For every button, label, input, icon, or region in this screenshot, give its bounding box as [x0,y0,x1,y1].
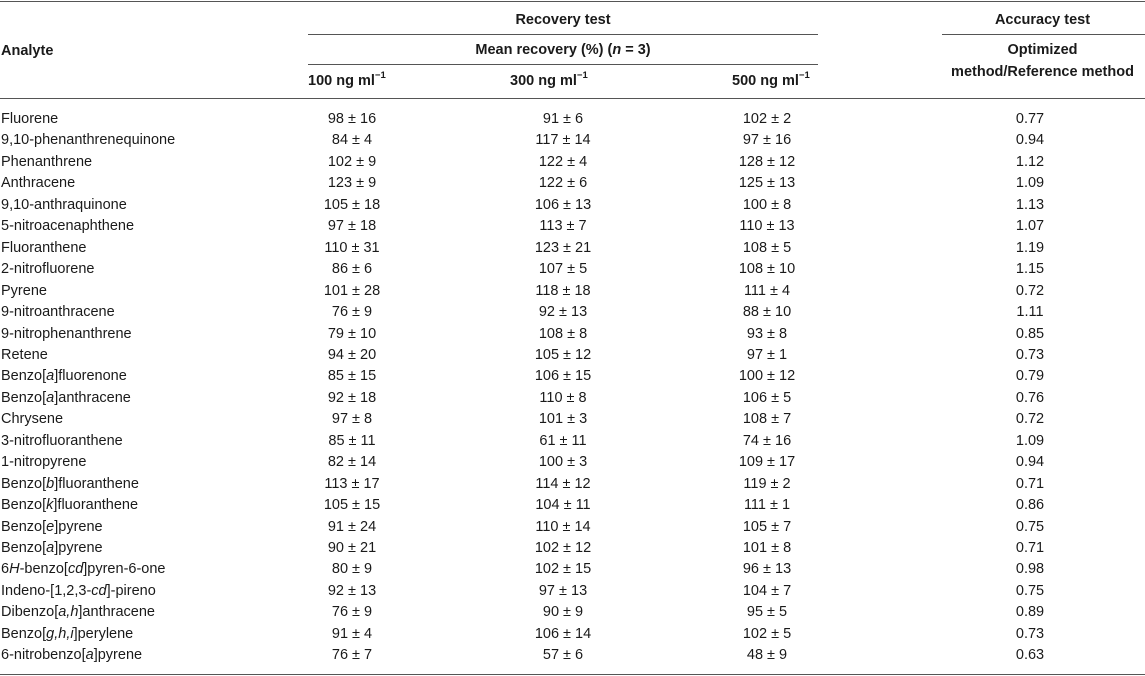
analyte-text-part: -benzo[ [19,561,68,578]
recovery-500-cell: 105 ± 7 [742,518,792,535]
recovery-100-cell: 110 ± 31 [324,239,380,256]
accuracy-test-rule [942,34,1145,35]
accuracy-ratio-cell: 0.72 [1015,282,1045,299]
accuracy-ratio-cell: 1.15 [1015,261,1045,278]
analyte-text-part: ]pyrene [54,518,103,535]
table-row [0,281,1145,302]
analyte-text-part: ]anthracene [78,604,155,621]
analyte-italic-part: b [46,475,55,492]
recovery-300-cell: 100 ± 3 [538,454,588,471]
analyte-text-part: ]perylene [73,625,134,642]
recovery-100-cell: 90 ± 21 [327,540,377,556]
top-rule [0,1,1145,2]
header-analyte: Analyte [1,43,54,59]
recovery-100-cell: 79 ± 10 [327,325,377,342]
analyte-text-part: Benzo[ [1,368,47,385]
analyte-text-part: Benzo[ [1,497,47,514]
table-row [0,645,1145,666]
recovery-300-cell: 108 ± 8 [538,325,588,342]
analyte-cell [1,281,47,302]
table-row [0,195,1145,216]
accuracy-ratio-cell: 1.13 [1015,196,1045,213]
header-col-500 [732,72,810,90]
analyte-cell [1,559,165,580]
accuracy-ratio-cell: 0.77 [1015,111,1045,127]
recovery-100-cell: 98 ± 16 [327,111,377,127]
recovery-300-cell: 118 ± 18 [535,282,591,299]
accuracy-ratio-cell: 0.72 [1015,411,1045,428]
recovery-500-cell: 97 ± 1 [746,346,788,363]
accuracy-ratio-cell: 0.98 [1015,561,1045,578]
header-bottom-rule [0,98,1145,99]
table-row [0,324,1145,345]
recovery-100-cell: 105 ± 18 [323,196,381,213]
recovery-500-cell: 48 ± 9 [746,647,788,664]
mean-recovery-n: n [612,42,622,58]
recovery-500-cell: 102 ± 2 [742,111,792,127]
recovery-300-cell: 57 ± 6 [542,647,584,664]
analyte-text-part: Benzo[ [1,518,47,535]
recovery-300-cell: 122 ± 4 [538,153,588,170]
recovery-300-cell: 90 ± 9 [542,604,584,621]
recovery-300-cell: 110 ± 8 [539,389,587,406]
recovery-500-cell: 101 ± 8 [742,540,792,556]
analyte-italic-part: cd [91,582,107,599]
recovery-100-cell: 94 ± 20 [327,346,377,363]
table-row [0,152,1145,173]
recovery-500-cell: 96 ± 13 [742,561,792,578]
analyte-cell [1,195,127,216]
recovery-300-cell: 102 ± 15 [534,561,592,578]
recovery-300-cell: 97 ± 13 [538,582,588,599]
recovery-100-cell: 92 ± 13 [327,582,377,599]
table-row [0,602,1145,623]
analyte-text-part: 2-nitrofluorene [1,261,95,278]
recovery-300-cell: 106 ± 14 [534,625,592,642]
analyte-text-part: Indeno-[1,2,3- [1,582,92,599]
analyte-text-part: 1-nitropyrene [1,454,87,471]
analyte-cell [1,152,92,173]
mean-recovery-label: Mean recovery (%) ( [475,42,613,58]
analyte-cell [1,452,86,473]
recovery-100-cell: 76 ± 9 [331,304,373,321]
analyte-cell [1,324,132,345]
table-row [0,474,1145,495]
accuracy-ratio-cell: 1.19 [1015,239,1045,256]
recovery-100-cell: 105 ± 15 [323,497,381,514]
analyte-italic-part: k [46,497,54,514]
analyte-text-part: ]pyrene [93,647,143,664]
analyte-italic-part: e [46,518,55,535]
recovery-100-cell: 80 ± 9 [331,561,373,578]
table-row [0,388,1145,409]
accuracy-ratio-cell: 1.12 [1015,153,1045,170]
analyte-text-part: ]fluoranthene [53,497,139,514]
analyte-italic-part: a,h [58,604,79,621]
recovery-100-cell: 76 ± 7 [331,647,373,664]
table-row [0,216,1145,237]
header-accuracy-test: Accuracy test [994,12,1091,28]
col-500-label: 500 ng ml [732,73,799,89]
table-row [0,431,1145,452]
recovery-300-cell: 113 ± 7 [539,218,587,235]
analyte-italic-part: a [46,389,55,406]
header-col-100 [308,72,386,90]
recovery-500-cell: 125 ± 13 [738,175,796,192]
accuracy-ratio-cell: 0.63 [1015,647,1045,664]
header-mean-recovery [308,41,818,59]
analyte-cell [1,409,63,430]
recovery-500-cell: 100 ± 8 [742,196,792,213]
table-row [0,581,1145,602]
analyte-italic-part: a [46,540,55,556]
accuracy-ratio-cell: 0.89 [1015,604,1045,621]
recovery-300-cell: 107 ± 5 [538,261,588,278]
recovery-300-cell: 106 ± 13 [534,196,592,213]
table-row [0,238,1145,259]
recovery-500-cell: 109 ± 17 [738,454,796,471]
table-row [0,517,1145,538]
analyte-cell [1,538,103,559]
accuracy-ratio-cell: 0.73 [1015,346,1045,363]
analyte-text-part: Fluoranthene [1,239,87,256]
col-300-label: 300 ng ml [510,73,577,89]
recovery-500-cell: 108 ± 5 [742,239,792,256]
accuracy-ratio-cell: 0.94 [1015,132,1045,149]
analyte-text-part: Pyrene [1,282,47,299]
recovery-100-cell: 97 ± 18 [327,218,377,235]
analyte-text-part: ]fluorenone [54,368,127,385]
recovery-100-cell: 101 ± 28 [323,282,381,299]
recovery-300-cell: 122 ± 6 [538,175,588,192]
table-row [0,366,1145,387]
recovery-500-cell: 108 ± 10 [738,261,796,278]
recovery-100-cell: 92 ± 18 [327,389,377,406]
recovery-300-cell: 92 ± 13 [538,304,588,321]
analyte-italic-part: a [46,368,55,385]
recovery-300-cell: 104 ± 11 [535,497,591,514]
accuracy-ratio-cell: 0.75 [1015,518,1045,535]
analyte-text-part: ]-pireno [106,582,156,599]
analyte-cell [1,216,134,237]
recovery-100-cell: 113 ± 17 [324,475,380,492]
recovery-500-cell: 111 ± 4 [743,282,791,299]
analyte-text-part: 6 [1,561,10,578]
recovery-500-cell: 74 ± 16 [742,432,792,449]
col-100-label: 100 ng ml [308,73,375,89]
analyte-cell [1,581,156,602]
analyte-text-part: ]pyrene [54,540,103,556]
accuracy-ratio-cell: 1.11 [1016,304,1044,321]
table-row [0,130,1145,151]
analyte-text-part: 5-nitroacenaphthene [1,218,135,235]
recovery-300-cell: 117 ± 14 [535,132,591,149]
accuracy-ratio-cell: 1.07 [1015,218,1045,235]
table-row [0,624,1145,645]
analyte-text-part: Benzo[ [1,475,47,492]
recovery-500-cell: 111 ± 1 [743,497,791,514]
recovery-100-cell: 91 ± 4 [331,625,373,642]
analyte-cell [1,495,138,516]
accuracy-ratio-cell: 0.75 [1015,582,1045,599]
analyte-text-part: Fluorene [1,111,59,127]
analyte-cell [1,109,58,130]
analyte-text-part: 9-nitroanthracene [1,304,115,321]
analyte-text-part: Phenanthrene [1,153,93,170]
recovery-500-cell: 104 ± 7 [742,582,792,599]
analyte-text-part: Benzo[ [1,625,47,642]
col-500-unit-exponent: −1 [798,70,810,82]
analyte-cell [1,645,142,666]
table-row [0,109,1145,130]
header-recovery-test: Recovery test [515,12,611,28]
mean-recovery-rule [308,64,818,65]
table-row [0,302,1145,323]
recovery-300-cell: 61 ± 11 [539,432,587,449]
recovery-500-cell: 128 ± 12 [738,153,796,170]
table-row [0,495,1145,516]
recovery-100-cell: 85 ± 15 [327,368,377,385]
recovery-300-cell: 101 ± 3 [538,411,588,428]
analyte-cell [1,602,155,623]
recovery-300-cell: 114 ± 12 [535,475,591,492]
table-row [0,452,1145,473]
analyte-cell [1,474,139,495]
recovery-500-cell: 110 ± 13 [739,218,795,235]
recovery-100-cell: 91 ± 24 [327,518,377,535]
accuracy-ratio-cell: 0.73 [1015,625,1045,642]
analyte-italic-part: a [85,647,94,664]
recovery-300-cell: 102 ± 12 [534,540,592,556]
accuracy-ratio-cell: 0.71 [1015,475,1045,492]
analyte-cell [1,259,95,280]
recovery-100-cell: 102 ± 9 [327,153,377,170]
header-optimized-2: method/Reference method [951,64,1134,80]
recovery-100-cell: 86 ± 6 [331,261,373,278]
recovery-test-rule [308,34,818,35]
recovery-500-cell: 88 ± 10 [742,304,792,321]
analyte-text-part: Chrysene [1,411,64,428]
header-optimized-1: Optimized [1007,42,1078,58]
accuracy-ratio-cell: 0.76 [1015,389,1045,406]
analyte-text-part: ]fluoranthene [54,475,139,492]
analyte-cell [1,517,103,538]
accuracy-ratio-cell: 0.85 [1015,325,1045,342]
col-100-unit-exponent: −1 [374,70,386,82]
recovery-100-cell: 97 ± 8 [331,411,373,428]
accuracy-ratio-cell: 1.09 [1015,175,1045,192]
analyte-cell [1,130,175,151]
recovery-500-cell: 97 ± 16 [742,132,792,149]
recovery-100-cell: 123 ± 9 [327,175,377,192]
mean-recovery-n-value: = 3) [621,42,651,58]
col-300-unit-exponent: −1 [576,70,588,82]
analyte-italic-part: H [9,561,20,578]
analyte-text-part: Retene [1,346,48,363]
accuracy-ratio-cell: 0.86 [1015,497,1045,514]
analyte-cell [1,366,127,387]
analyte-cell [1,431,123,452]
recovery-100-cell: 85 ± 11 [328,432,376,449]
recovery-300-cell: 91 ± 6 [542,111,584,127]
analyte-text-part: ]pyren-6-one [83,561,166,578]
header-col-300 [510,72,588,90]
analyte-text-part: 9-nitrophenanthrene [1,325,132,342]
table-row [0,409,1145,430]
analyte-cell [1,173,75,194]
analyte-italic-part: cd [67,561,84,578]
recovery-300-cell: 106 ± 15 [534,368,592,385]
recovery-500-cell: 93 ± 8 [746,325,788,342]
accuracy-ratio-cell: 0.71 [1015,540,1045,556]
table-row [0,538,1145,559]
analyte-text-part: 3-nitrofluoranthene [1,432,123,449]
recovery-300-cell: 105 ± 12 [534,346,592,363]
analyte-text-part: 6-nitrobenzo[ [1,647,86,664]
analyte-text-part: ]anthracene [54,389,131,406]
recovery-500-cell: 100 ± 12 [738,368,796,385]
recovery-100-cell: 84 ± 4 [331,132,373,149]
recovery-500-cell: 108 ± 7 [742,411,792,428]
analyte-italic-part: g,h,i [46,625,74,642]
recovery-500-cell: 95 ± 5 [746,604,788,621]
analyte-cell [1,624,133,645]
recovery-100-cell: 76 ± 9 [331,604,373,621]
analyte-cell [1,388,131,409]
recovery-300-cell: 110 ± 14 [535,518,591,535]
analyte-text-part: Benzo[ [1,389,47,406]
table-row [0,559,1145,580]
recovery-300-cell: 123 ± 21 [534,239,592,256]
analyte-text-part: Dibenzo[ [1,604,59,621]
recovery-100-cell: 82 ± 14 [327,454,377,471]
analyte-text-part: 9,10-anthraquinone [1,196,127,213]
bottom-rule [0,674,1145,675]
table-row [0,345,1145,366]
table-row [0,173,1145,194]
accuracy-ratio-cell: 1.09 [1015,432,1045,449]
recovery-500-cell: 102 ± 5 [742,625,792,642]
analyte-text-part: 9,10-phenanthrenequinone [1,132,176,149]
analyte-cell [1,302,115,323]
analyte-text-part: Anthracene [1,175,76,192]
accuracy-ratio-cell: 0.94 [1015,454,1045,471]
accuracy-ratio-cell: 0.79 [1015,368,1045,385]
recovery-500-cell: 106 ± 5 [742,389,792,406]
recovery-500-cell: 119 ± 2 [743,475,791,492]
analyte-cell [1,238,86,259]
analyte-cell [1,345,48,366]
analyte-text-part: Benzo[ [1,540,47,556]
table-row [0,259,1145,280]
